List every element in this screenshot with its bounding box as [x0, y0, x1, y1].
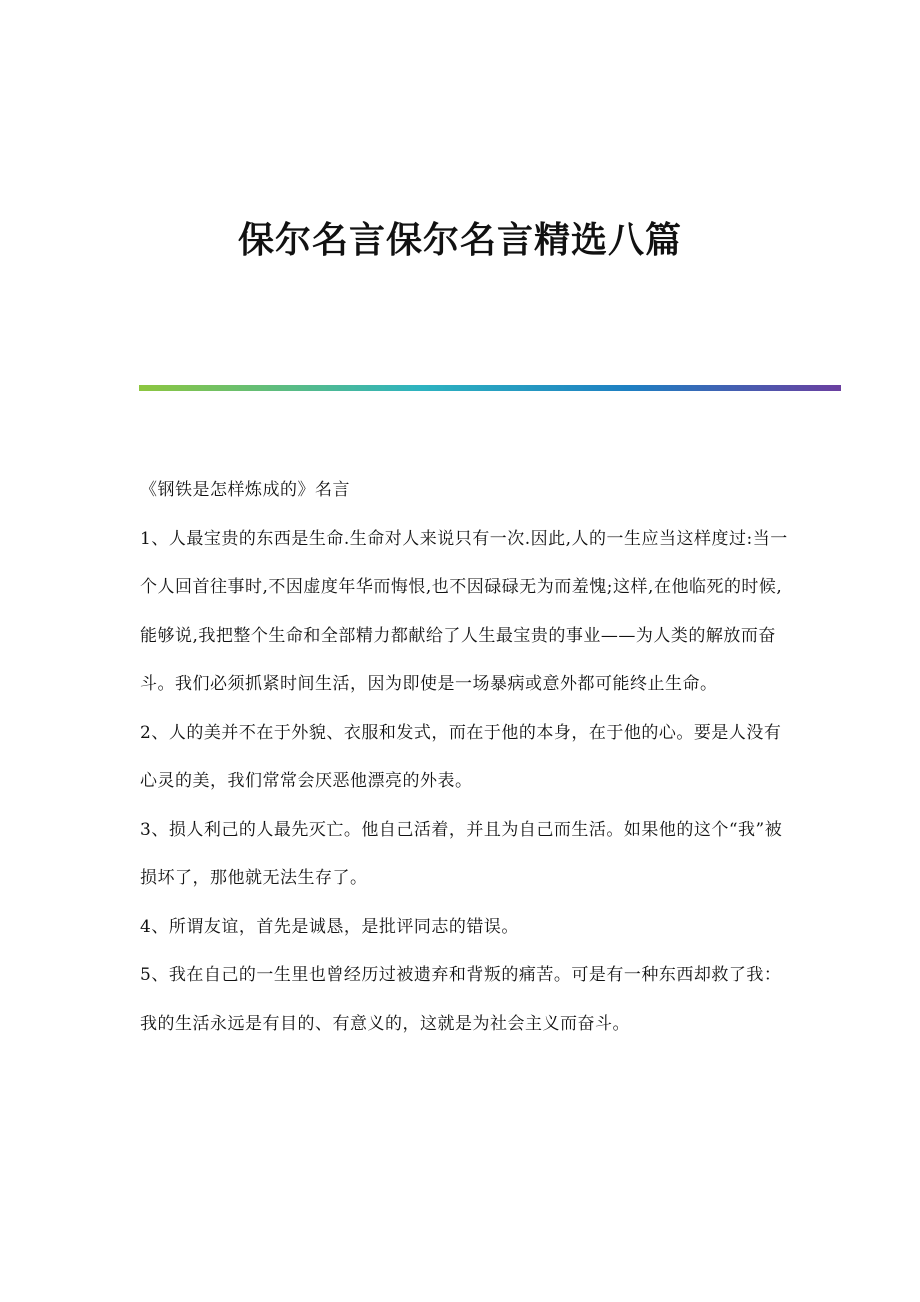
- document-body: [140, 466, 790, 1048]
- quote-item-1: 1、人最宝贵的东西是生命.生命对人来说只有一次.因此,人的一生应当这样度过:当一个人回首往事时,不因虚度年华而悔恨,也不因碌碌无为而羞愧;这样,在他临死的时候,能够说,我把整个生命和全部精力都献给了人生最宝贵的事业——为人类的解放而奋斗。我们必须抓紧时间生活，因为即使是一场暴病或意外都可能终止生命。: [140, 528, 788, 694]
- page-title: 保尔名言保尔名言精选八篇: [237, 219, 682, 261]
- quote-item-3: 3、损人利己的人最先灭亡。他自己活着，并且为自己而生活。如果他的这个“我”被损坏了，那他就无法生存了。: [140, 819, 783, 888]
- quote-item-5: 5、我在自己的一生里也曾经历过被遗弃和背叛的痛苦。可是有一种东西却救了我：我的生活永远是有目的、有意义的，这就是为社会主义而奋斗。: [140, 965, 782, 1034]
- quote-item-4: 4、所谓友谊，首先是诚恳，是批评同志的错误。: [140, 916, 519, 937]
- title-divider: [139, 385, 841, 391]
- quote-item-2: 2、人的美并不在于外貌、衣服和发式，而在于他的本身，在于他的心。要是人没有心灵的美，我们常常会厌恶他漂亮的外表。: [140, 722, 782, 791]
- section-heading: 《钢铁是怎样炼成的》名言: [140, 480, 350, 500]
